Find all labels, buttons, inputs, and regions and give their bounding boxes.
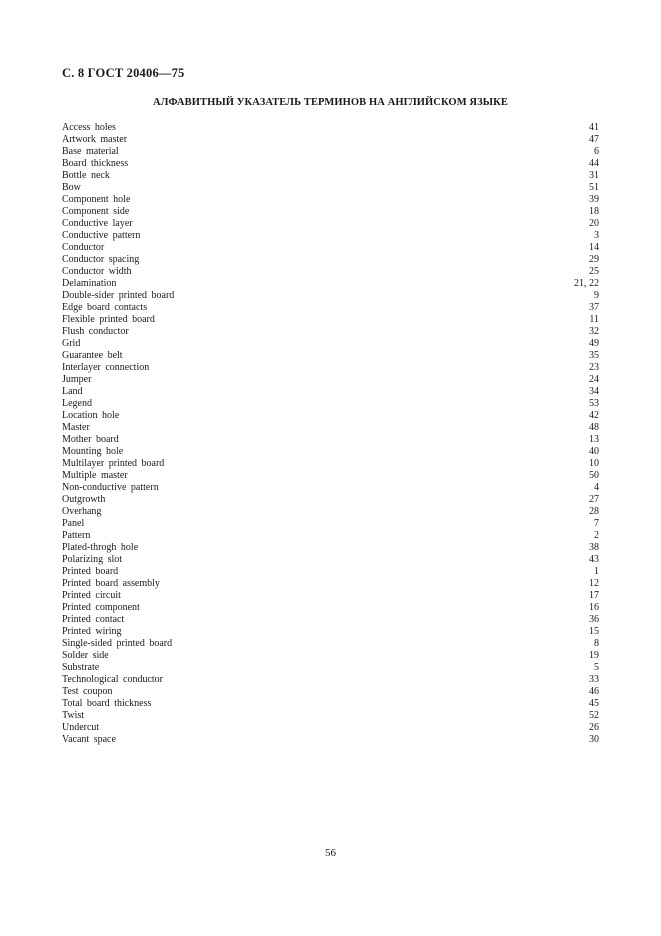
- index-entry: [62, 698, 599, 710]
- index-term-number: 5: [594, 662, 599, 673]
- index-entry: [62, 626, 599, 638]
- index-term-number: 25: [589, 266, 599, 277]
- index-term-number: 36: [589, 614, 599, 625]
- index-entry: [62, 590, 599, 602]
- index-term-number: 44: [589, 158, 599, 169]
- index-term: Technological conductor: [62, 674, 163, 685]
- index-term-number: 20: [589, 218, 599, 229]
- index-term: Overhang: [62, 506, 102, 517]
- index-entry: [62, 542, 599, 554]
- index-term: Legend: [62, 398, 92, 409]
- index-term-number: 38: [589, 542, 599, 553]
- index-term: Undercut: [62, 722, 100, 733]
- index-entry: [62, 674, 599, 686]
- index-entry: [62, 362, 599, 374]
- index-term-number: 9: [594, 290, 599, 301]
- index-term-number: 18: [589, 206, 599, 217]
- index-entry: [62, 146, 599, 158]
- page-number: 56: [325, 847, 336, 859]
- index-entry: [62, 602, 599, 614]
- index-term-number: 39: [589, 194, 599, 205]
- index-term-number: 21, 22: [574, 278, 599, 289]
- index-entry: [62, 398, 599, 410]
- index-entry: [62, 170, 599, 182]
- index-term: Base material: [62, 146, 119, 157]
- index-term: Multiple master: [62, 470, 128, 481]
- index-entry: [62, 734, 599, 746]
- index-entry: [62, 290, 599, 302]
- index-term-number: 6: [594, 146, 599, 157]
- index-entry: [62, 458, 599, 470]
- index-term: Mounting hole: [62, 446, 124, 457]
- index-term-number: 32: [589, 326, 599, 337]
- index-entry: [62, 434, 599, 446]
- index-term: Printed component: [62, 602, 140, 613]
- index-term: Conductive pattern: [62, 230, 141, 241]
- index-term: Conductor: [62, 242, 105, 253]
- index-term-number: 53: [589, 398, 599, 409]
- index-term-number: 10: [589, 458, 599, 469]
- index-term: Location hole: [62, 410, 120, 421]
- index-term-number: 17: [589, 590, 599, 601]
- term-index-list: [62, 122, 599, 746]
- index-entry: [62, 218, 599, 230]
- index-term: Polarizing slot: [62, 554, 123, 565]
- index-entry: [62, 230, 599, 242]
- index-term: Delamination: [62, 278, 117, 289]
- index-entry: [62, 122, 599, 134]
- index-term-number: 8: [594, 638, 599, 649]
- index-entry: [62, 686, 599, 698]
- index-entry: [62, 578, 599, 590]
- index-entry: [62, 422, 599, 434]
- index-term-number: 46: [589, 686, 599, 697]
- index-term-number: 12: [589, 578, 599, 589]
- index-entry: [62, 158, 599, 170]
- index-term-number: 49: [589, 338, 599, 349]
- index-term-number: 45: [589, 698, 599, 709]
- index-term: Vacant space: [62, 734, 116, 745]
- index-entry: [62, 338, 599, 350]
- index-term-number: 40: [589, 446, 599, 457]
- index-term: Conductive layer: [62, 218, 133, 229]
- index-entry: [62, 350, 599, 362]
- index-entry: [62, 410, 599, 422]
- index-term: Bottle neck: [62, 170, 110, 181]
- index-entry: [62, 206, 599, 218]
- index-term: Mother board: [62, 434, 119, 445]
- index-entry: [62, 554, 599, 566]
- index-term: Guarantee belt: [62, 350, 123, 361]
- index-term: Solder side: [62, 650, 109, 661]
- index-entry: [62, 566, 599, 578]
- index-term: Land: [62, 386, 83, 397]
- index-term: Non-conductive pattern: [62, 482, 159, 493]
- index-term-number: 16: [589, 602, 599, 613]
- index-term: Flexible printed board: [62, 314, 155, 325]
- index-term-number: 26: [589, 722, 599, 733]
- index-term-number: 34: [589, 386, 599, 397]
- index-term: Printed circuit: [62, 590, 121, 601]
- index-entry: [62, 506, 599, 518]
- index-entry: [62, 326, 599, 338]
- index-term: Interlayer connection: [62, 362, 150, 373]
- index-entry: [62, 494, 599, 506]
- index-term-number: 1: [594, 566, 599, 577]
- index-term: Component hole: [62, 194, 131, 205]
- index-entry: [62, 446, 599, 458]
- index-term: Test coupon: [62, 686, 113, 697]
- index-term-number: 47: [589, 134, 599, 145]
- index-term: Component side: [62, 206, 130, 217]
- index-term: Single-sided printed board: [62, 638, 173, 649]
- index-term-number: 33: [589, 674, 599, 685]
- index-entry: [62, 314, 599, 326]
- index-term-number: 48: [589, 422, 599, 433]
- index-term-number: 43: [589, 554, 599, 565]
- index-term-number: 11: [589, 314, 599, 325]
- index-term: Board thickness: [62, 158, 129, 169]
- index-term: Printed wiring: [62, 626, 122, 637]
- index-term: Total board thickness: [62, 698, 152, 709]
- index-entry: [62, 482, 599, 494]
- index-term-number: 51: [589, 182, 599, 193]
- index-term: Conductor width: [62, 266, 132, 277]
- index-term-number: 3: [594, 230, 599, 241]
- index-term-number: 14: [589, 242, 599, 253]
- index-term-number: 42: [589, 410, 599, 421]
- index-term: Substrate: [62, 662, 100, 673]
- index-term-number: 28: [589, 506, 599, 517]
- index-term: Multilayer printed board: [62, 458, 165, 469]
- index-entry: [62, 470, 599, 482]
- index-entry: [62, 614, 599, 626]
- index-term: Flush conductor: [62, 326, 129, 337]
- index-entry: [62, 254, 599, 266]
- index-term: Grid: [62, 338, 81, 349]
- index-term: Outgrowth: [62, 494, 106, 505]
- index-term: Plated-throgh hole: [62, 542, 139, 553]
- index-term: Panel: [62, 518, 85, 529]
- index-term: Printed board assembly: [62, 578, 160, 589]
- index-term-number: 35: [589, 350, 599, 361]
- index-entry: [62, 710, 599, 722]
- running-head: С. 8 ГОСТ 20406—75: [62, 66, 185, 80]
- index-entry: [62, 302, 599, 314]
- index-entry: [62, 194, 599, 206]
- index-entry: [62, 266, 599, 278]
- index-term-number: 2: [594, 530, 599, 541]
- index-term: Printed contact: [62, 614, 125, 625]
- index-term: Bow: [62, 182, 81, 193]
- index-term-number: 7: [594, 518, 599, 529]
- index-term-number: 52: [589, 710, 599, 721]
- index-term: Pattern: [62, 530, 91, 541]
- index-term-number: 29: [589, 254, 599, 265]
- index-title: АЛФАВИТНЫЙ УКАЗАТЕЛЬ ТЕРМИНОВ НА АНГЛИЙСКОМ ЯЗЫКЕ: [153, 97, 508, 108]
- index-entry: [62, 278, 599, 290]
- index-entry: [62, 134, 599, 146]
- index-term: Double-sider printed board: [62, 290, 175, 301]
- index-entry: [62, 182, 599, 194]
- index-term: Master: [62, 422, 90, 433]
- index-entry: [62, 386, 599, 398]
- index-term-number: 15: [589, 626, 599, 637]
- index-entry: [62, 518, 599, 530]
- index-entry: [62, 650, 599, 662]
- index-term-number: 24: [589, 374, 599, 385]
- index-term-number: 23: [589, 362, 599, 373]
- index-entry: [62, 374, 599, 386]
- index-term: Edge board contacts: [62, 302, 148, 313]
- index-entry: [62, 242, 599, 254]
- index-entry: [62, 722, 599, 734]
- index-term: Access holes: [62, 122, 116, 133]
- index-term: Conductor spacing: [62, 254, 140, 265]
- index-term: Jumper: [62, 374, 92, 385]
- index-term-number: 41: [589, 122, 599, 133]
- index-entry: [62, 530, 599, 542]
- index-term-number: 19: [589, 650, 599, 661]
- index-term: Artwork master: [62, 134, 128, 145]
- index-term-number: 37: [589, 302, 599, 313]
- index-term-number: 4: [594, 482, 599, 493]
- index-entry: [62, 638, 599, 650]
- index-entry: [62, 662, 599, 674]
- index-term-number: 31: [589, 170, 599, 181]
- index-term: Twist: [62, 710, 85, 721]
- index-term: Printed board: [62, 566, 119, 577]
- index-term-number: 27: [589, 494, 599, 505]
- index-term-number: 50: [589, 470, 599, 481]
- index-term-number: 30: [589, 734, 599, 745]
- index-term-number: 13: [589, 434, 599, 445]
